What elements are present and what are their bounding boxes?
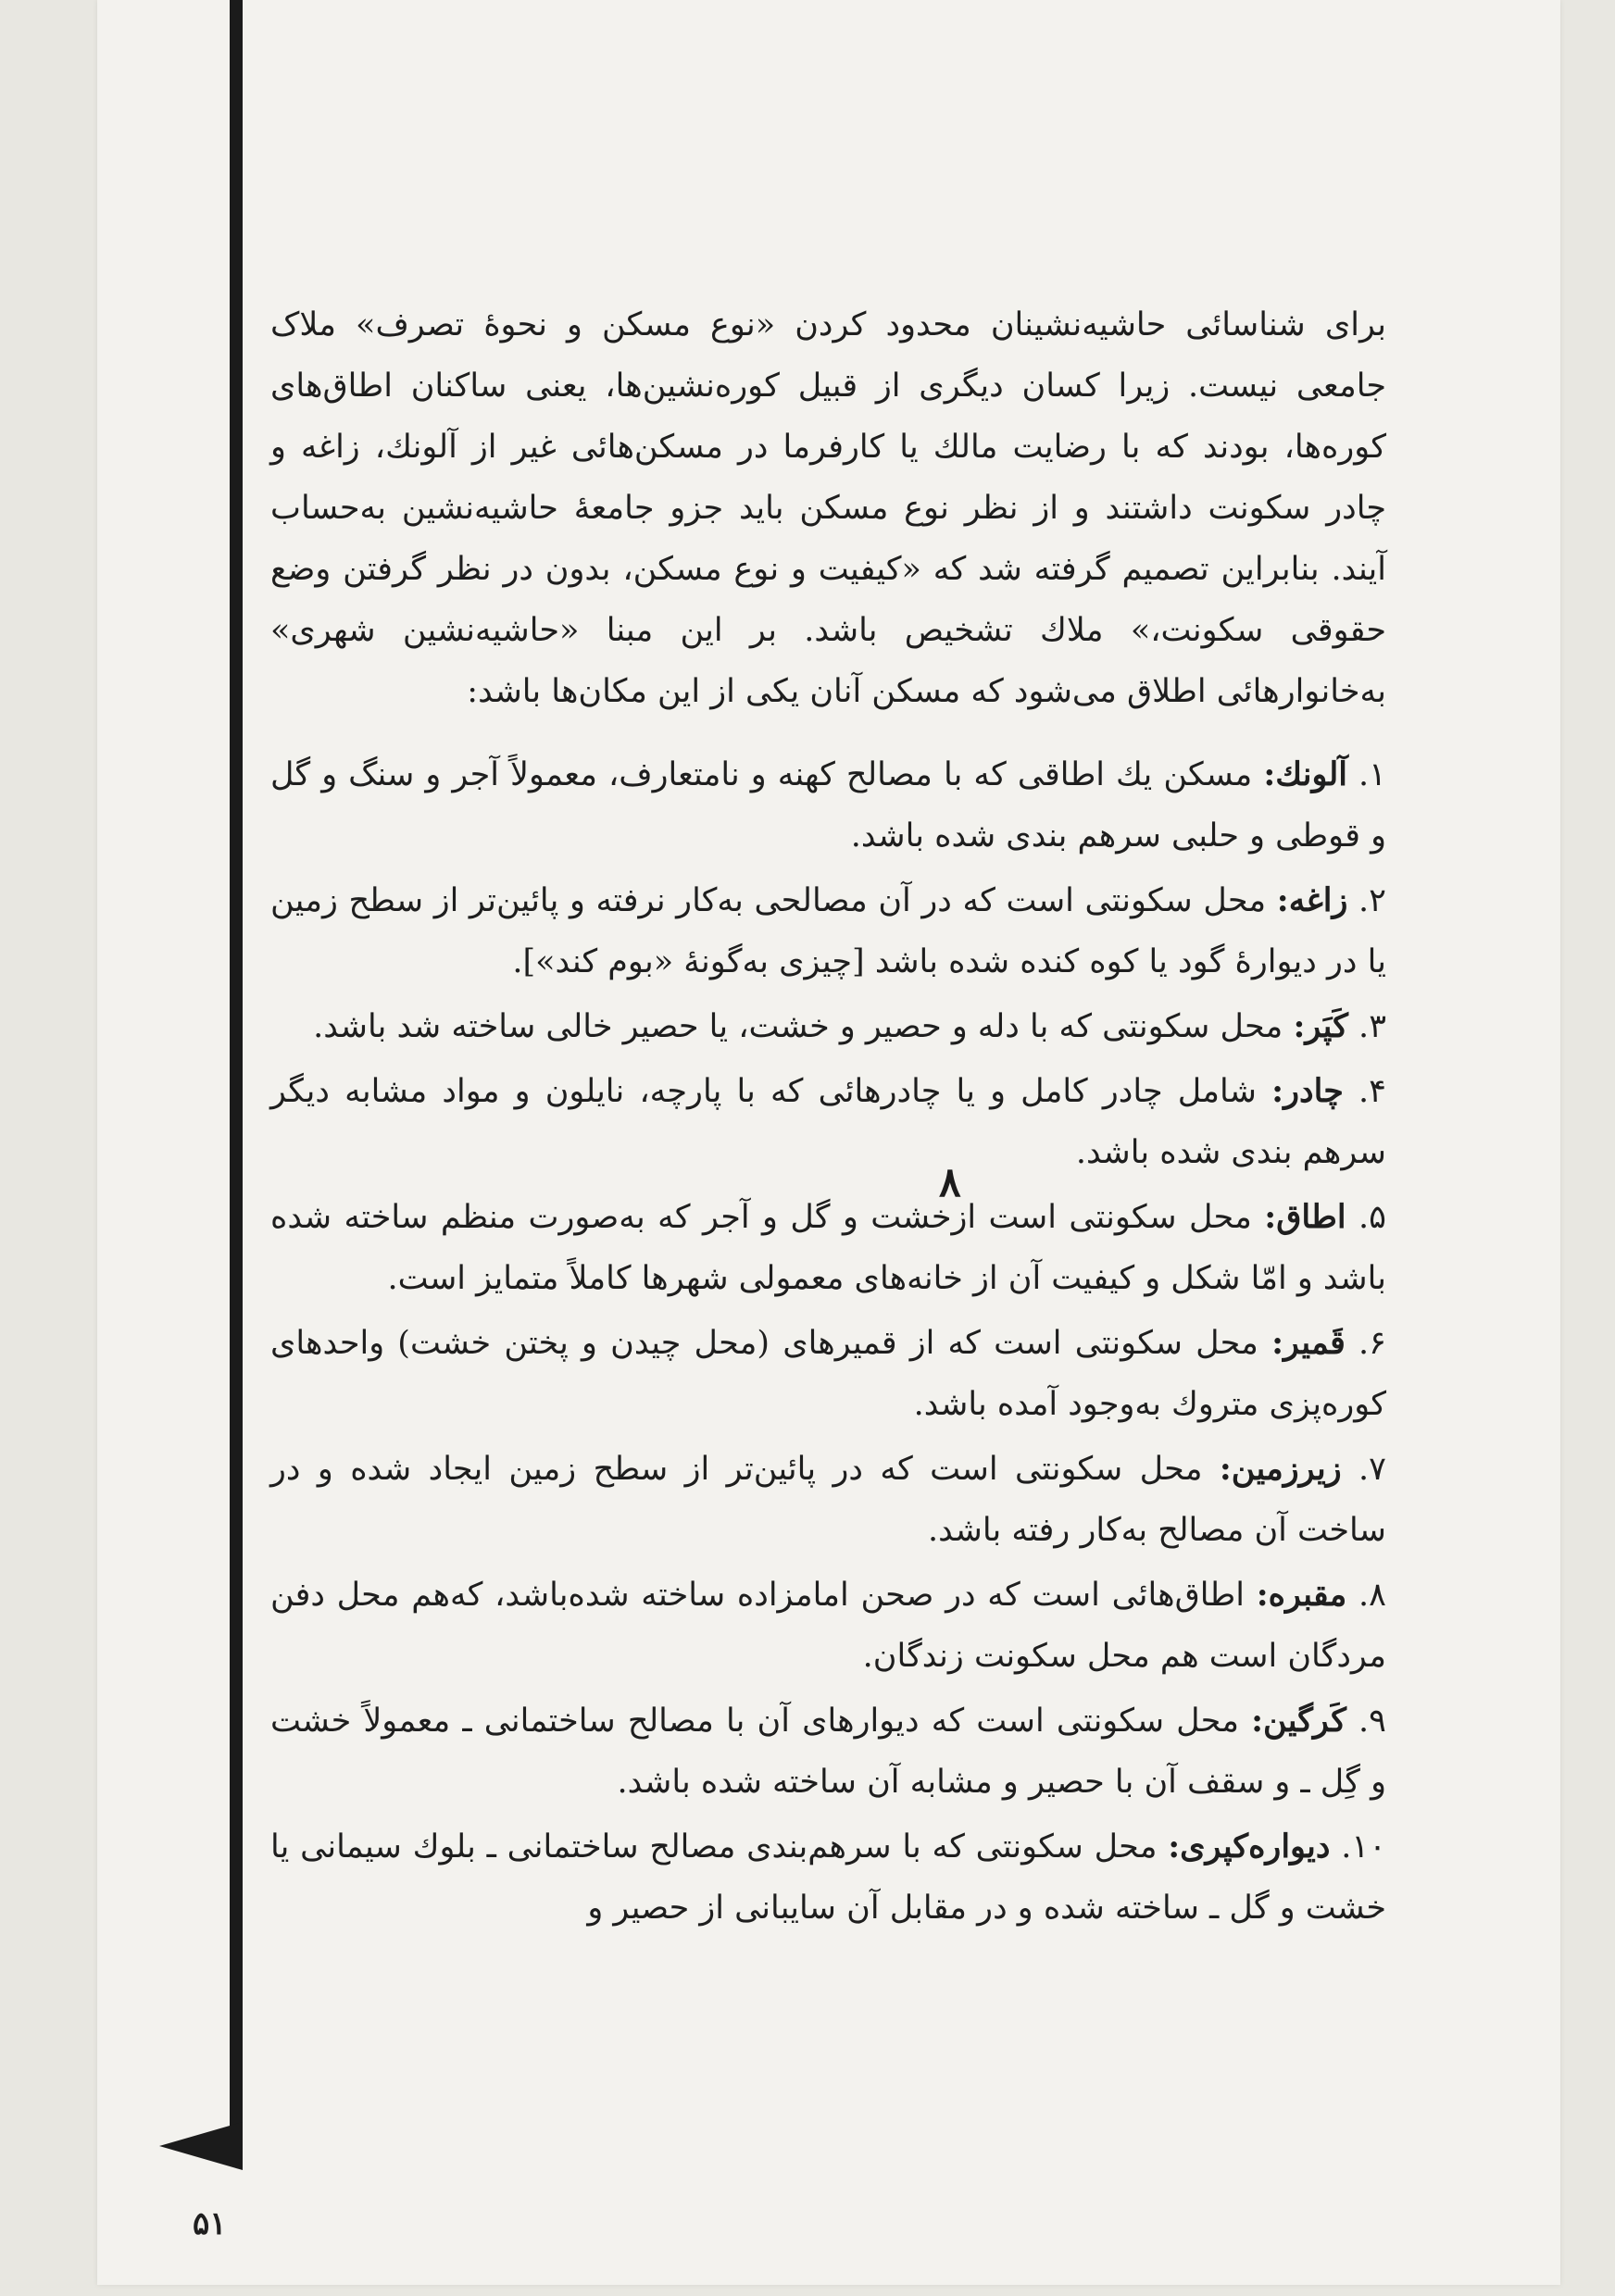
item-number: ۶. [1358, 1325, 1386, 1362]
item-text: محل سکونتی است که در آن مصالحی به‌کار نرفته و پائین‌تر از سطح زمین یا در دیوارهٔ گود یا کوه کنده شده باشد [چیزی به‌گونهٔ «بوم کند»]. [270, 882, 1386, 980]
list-item [270, 1816, 1386, 1939]
item-number: ۷. [1358, 1451, 1386, 1488]
item-number: ۹. [1358, 1703, 1386, 1740]
list-item [270, 1187, 1386, 1309]
housing-types-list [270, 744, 1386, 1939]
item-number: ۵. [1358, 1199, 1386, 1236]
handwritten-mark: ۸ [939, 1159, 961, 1206]
item-title: کَرگین: [1251, 1702, 1346, 1740]
item-title: دیواره‌کپری: [1168, 1828, 1331, 1866]
page-text [270, 294, 1386, 1942]
item-number: ۳. [1358, 1008, 1386, 1045]
item-text: اطاق‌هائی است که در صحن امامزاده ساخته شده‌باشد، که‌هم محل دفن مردگان است هم محل سکونت زندگان. [270, 1577, 1386, 1675]
item-title: مقبره: [1256, 1576, 1347, 1614]
list-item [270, 1691, 1386, 1813]
item-number: ۱. [1358, 756, 1386, 793]
item-number: ۴. [1358, 1073, 1386, 1110]
item-title: قَمیر: [1271, 1324, 1346, 1362]
item-number: ۲. [1358, 882, 1386, 919]
list-item [270, 1439, 1386, 1561]
item-text: محل سکونتی که با سرهم‌بندی مصالح ساختمانی ـ بلوك سیمانی یا خشت و گل ـ ساخته شده و در مقابل آن سایبانی از حصیر و [270, 1828, 1386, 1927]
list-item [270, 870, 1386, 992]
margin-rule [230, 0, 243, 2162]
item-text: محل سکونتی که با دله و حصیر و خشت، یا حصیر خالی ساخته شد باشد. [313, 1008, 1283, 1045]
intro-paragraph: برای شناسائی حاشیه‌نشینان محدود کردن «نوع مسکن و نحوهٔ تصرف» ملاک جامعی نیست. زیرا کسان دیگری از قبیل کوره‌نشین‌ها، یعنی ساکنان اطاق‌های کوره‌ها، بودند که با رضایت مالك یا کارفرما در مسکن‌هائی غیر از آلونك، زاغه و چادر سکونت داشتند و از نظر نوع مسکن باید جزو جامعهٔ حاشیه‌نشین به‌حساب آیند. بنابراین تصمیم گرفته شد که «کیفیت و نوع مسکن، بدون در نظر گرفتن وضع حقوقی سکونت،» ملاك تشخیص باشد. بر این مبنا «حاشیه‌نشین شهری» به‌خانوارهائی اطلاق می‌شود که مسکن آنان یکی از این مکان‌ها باشد: [270, 306, 1386, 710]
item-text: محل سکونتی است که در پائین‌تر از سطح زمین ایجاد شده و در ساخت آن مصالح به‌کار رفته باشد. [270, 1451, 1386, 1549]
item-number: ۱۰. [1341, 1828, 1386, 1866]
item-text: محل سکونتی است که دیوارهای آن با مصالح ساختمانی ـ معمولاً خشت و گِل ـ و سقف آن با حصیر و مشابه آن ساخته شده باشد. [270, 1703, 1386, 1801]
item-title: زیرزمین: [1219, 1450, 1342, 1488]
item-text: شامل چادر کامل و یا چادرهائی که با پارچه، نایلون و مواد مشابه دیگر سرهم بندی شده باشد. [270, 1073, 1386, 1171]
item-title: کَپَر: [1293, 1007, 1348, 1045]
item-title: زاغه: [1276, 881, 1348, 919]
list-item [270, 1565, 1386, 1687]
list-item [270, 996, 1386, 1057]
item-text: محل سکونتی است ازخشت و گل و آجر که به‌صورت منظم ساخته شده باشد و امّا شکل و کیفیت آن از خانه‌های معمولی شهرها کاملاً متمایز است. [270, 1199, 1386, 1297]
item-number: ۸. [1358, 1577, 1386, 1614]
list-item [270, 1313, 1386, 1435]
item-title: چادر: [1271, 1072, 1344, 1110]
item-title: آلونك: [1263, 755, 1347, 793]
item-text: محل سکونتی است که از قمیرهای (محل چیدن و پختن خشت) واحدهای کوره‌پزی متروك به‌وجود آمده باشد. [270, 1325, 1386, 1423]
list-item [270, 1061, 1386, 1183]
page-number: ۵۱ [193, 2205, 227, 2242]
arrow-marker [159, 2122, 243, 2170]
list-item [270, 744, 1386, 867]
item-title: اطاق: [1264, 1198, 1346, 1236]
item-text: مسکن یك اطاقی که با مصالح کهنه و نامتعارف، معمولاً آجر و سنگ و گل و قوطی و حلبی سرهم بندی شده باشد. [270, 756, 1386, 855]
